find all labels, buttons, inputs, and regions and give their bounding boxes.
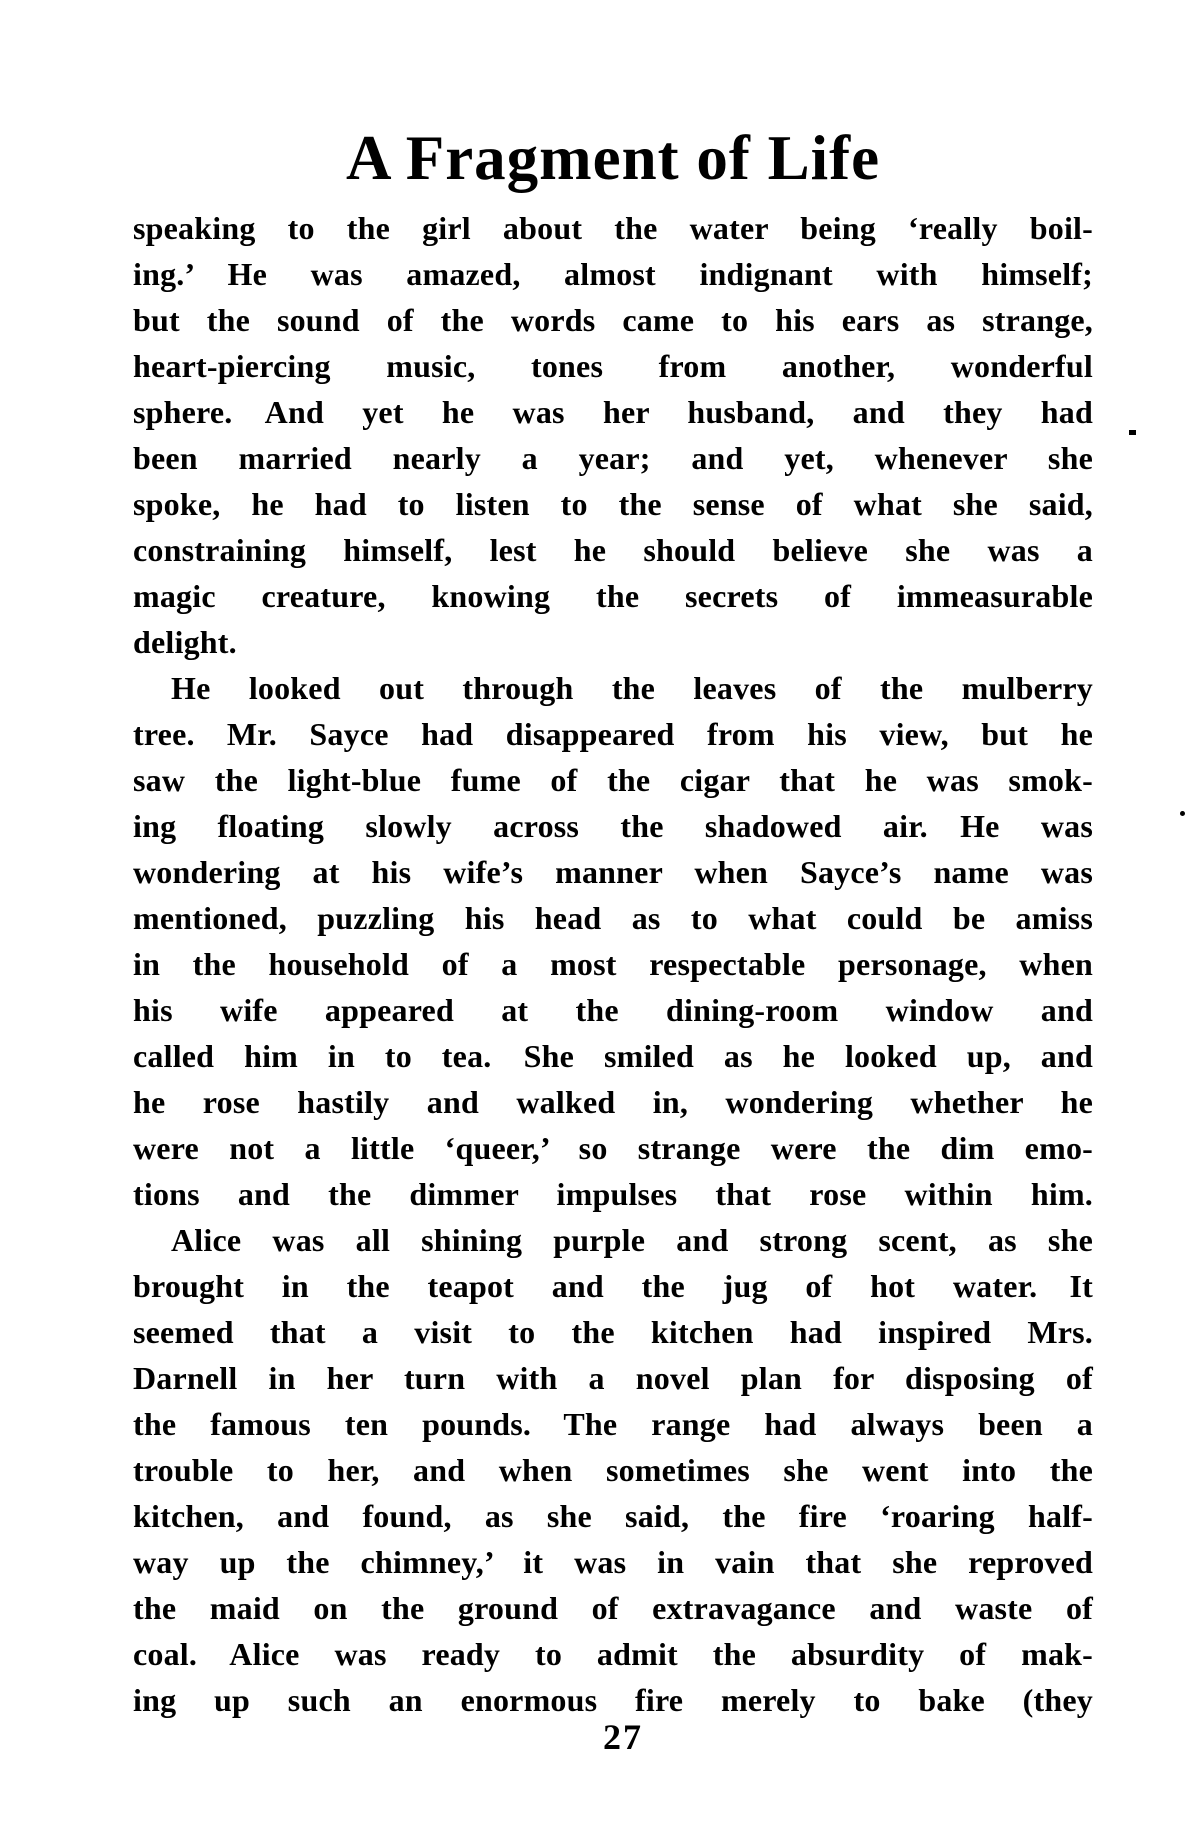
text-line: He looked out through the leaves of the mulberry bbox=[171, 670, 1093, 706]
text-line: ing floating slowly across the shadowed air. He was bbox=[133, 808, 1093, 844]
text-line: tions and the dimmer impulses that rose within him. bbox=[133, 1176, 1093, 1212]
text-line: his wife appeared at the dining-room window and bbox=[133, 992, 1093, 1028]
text-line: seemed that a visit to the kitchen had inspired Mrs. bbox=[133, 1314, 1093, 1350]
scan-artifact-speck bbox=[1129, 430, 1136, 435]
text-line: heart-piercing music, tones from another, wonderful bbox=[133, 348, 1093, 384]
text-line: trouble to her, and when sometimes she went into the bbox=[133, 1452, 1093, 1488]
text-line: ing up such an enormous fire merely to bake (they bbox=[133, 1682, 1093, 1718]
text-line: saw the light-blue fume of the cigar that he was smok- bbox=[133, 762, 1093, 798]
text-line: the maid on the ground of extravagance and waste of bbox=[133, 1590, 1093, 1626]
text-line: but the sound of the words came to his ears as strange, bbox=[133, 302, 1093, 338]
page-number: 27 bbox=[603, 1717, 643, 1757]
text-line: magic creature, knowing the secrets of immeasurable bbox=[133, 578, 1093, 614]
text-line: coal. Alice was ready to admit the absurdity of mak- bbox=[133, 1636, 1093, 1672]
text-line: sphere. And yet he was her husband, and they had bbox=[133, 394, 1093, 430]
text-line: wondering at his wife’s manner when Sayce’s name was bbox=[133, 854, 1093, 890]
text-line: ing.’ He was amazed, almost indignant with himself; bbox=[133, 256, 1093, 292]
body-text bbox=[133, 205, 1093, 1723]
text-line: mentioned, puzzling his head as to what could be amiss bbox=[133, 900, 1093, 936]
text-line: constraining himself, lest he should believe she was a bbox=[133, 532, 1093, 568]
text-line: way up the chimney,’ it was in vain that she reproved bbox=[133, 1544, 1093, 1580]
text-line: kitchen, and found, as she said, the fire ‘roaring half- bbox=[133, 1498, 1093, 1534]
text-line: he rose hastily and walked in, wondering whether he bbox=[133, 1084, 1093, 1120]
text-line: tree. Mr. Sayce had disappeared from his view, but he bbox=[133, 716, 1093, 752]
scan-artifact-speck bbox=[1180, 811, 1185, 816]
text-line: were not a little ‘queer,’ so strange were the dim emo- bbox=[133, 1130, 1093, 1166]
text-line: Darnell in her turn with a novel plan for disposing of bbox=[133, 1360, 1093, 1396]
text-line: the famous ten pounds. The range had always been a bbox=[133, 1406, 1093, 1442]
text-line: called him in to tea. She smiled as he looked up, and bbox=[133, 1038, 1093, 1074]
text-line: been married nearly a year; and yet, whenever she bbox=[133, 440, 1093, 476]
text-line: speaking to the girl about the water being ‘really boil- bbox=[133, 210, 1093, 246]
text-line: delight. bbox=[133, 624, 237, 660]
text-line: Alice was all shining purple and strong scent, as she bbox=[171, 1222, 1093, 1258]
text-line: brought in the teapot and the jug of hot water. It bbox=[133, 1268, 1093, 1304]
text-line: spoke, he had to listen to the sense of what she said, bbox=[133, 486, 1093, 522]
text-line: in the household of a most respectable personage, when bbox=[133, 946, 1093, 982]
page-title: A Fragment of Life bbox=[345, 123, 881, 193]
